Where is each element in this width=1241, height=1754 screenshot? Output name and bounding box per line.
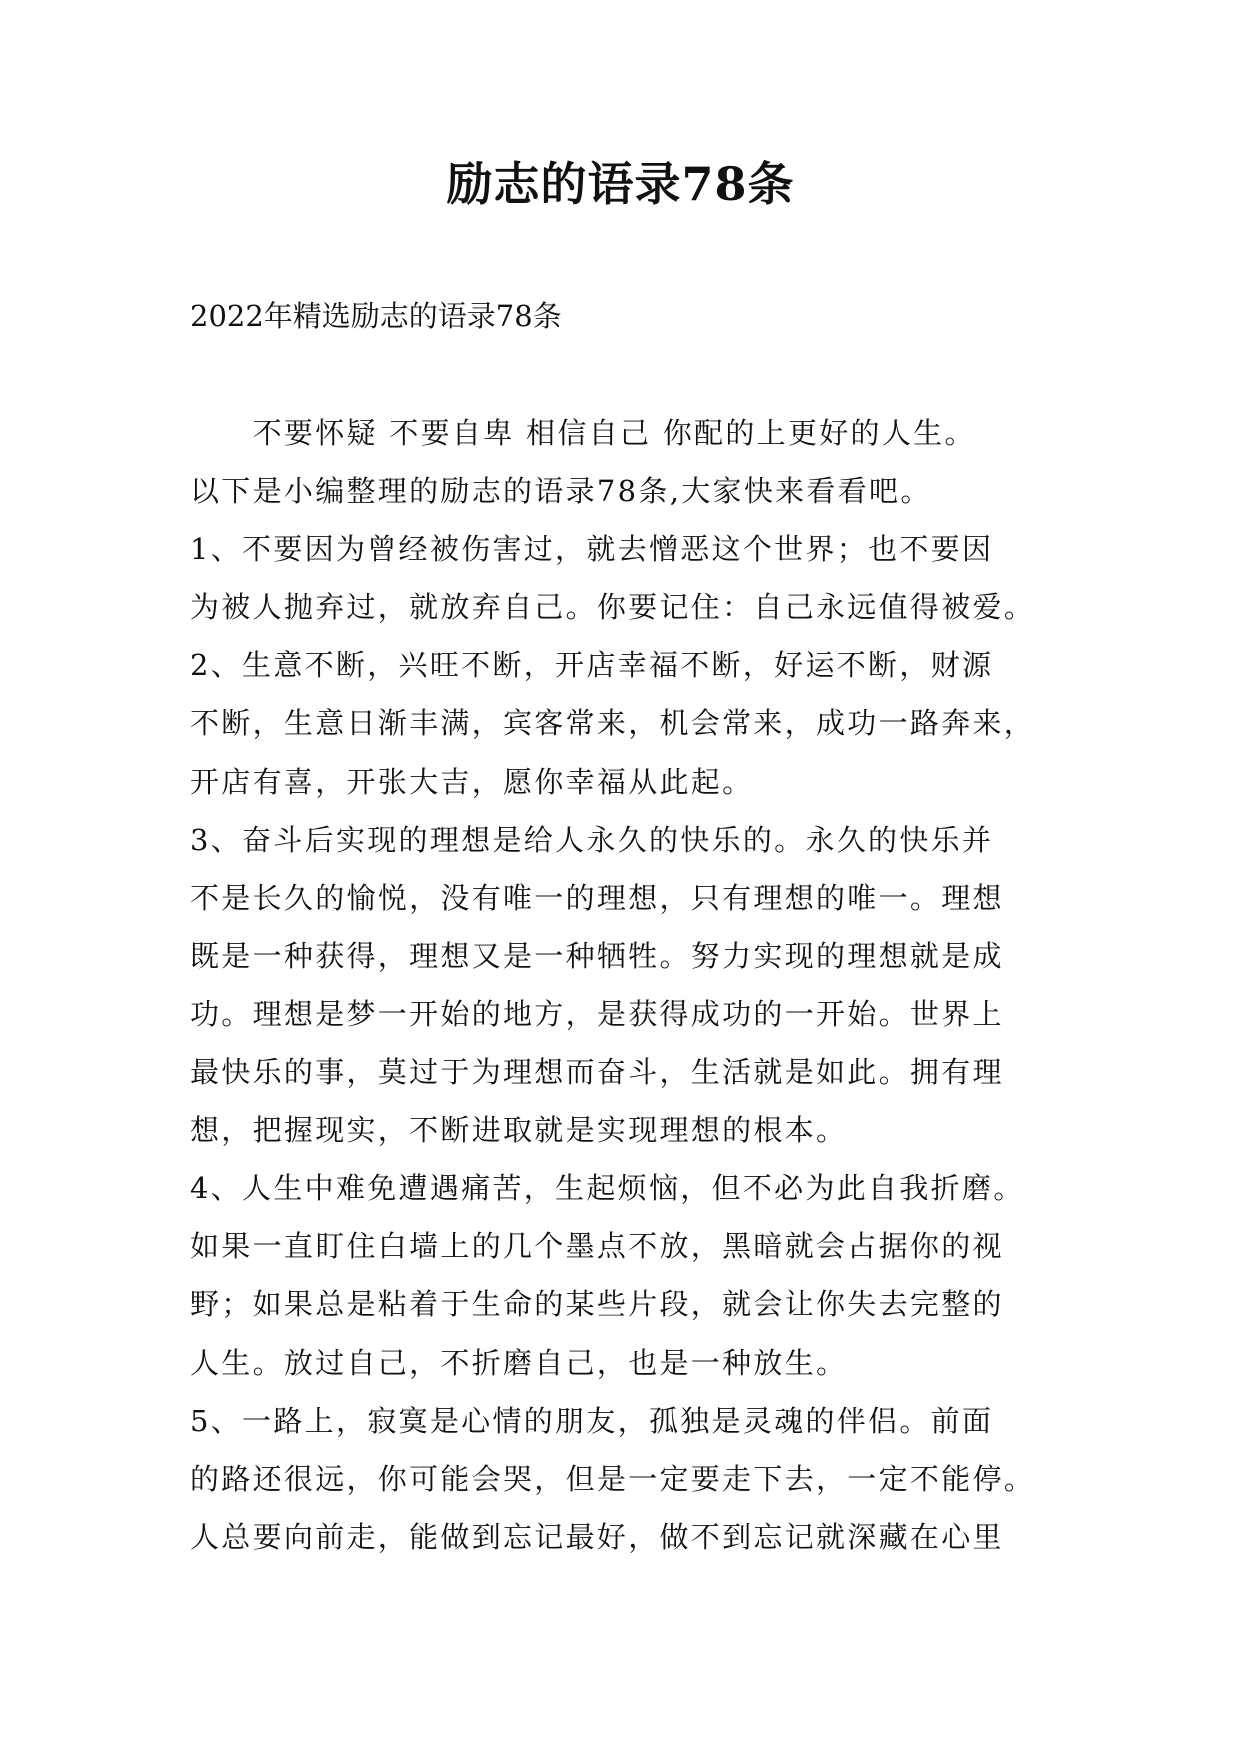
body-line: 人生。放过自己，不折磨自己，也是一种放生。: [190, 1345, 848, 1380]
body-line: 想，把握现实，不断进取就是实现理想的根本。: [190, 1113, 848, 1148]
body-line: 5、一路上，寂寞是心情的朋友，孤独是灵魂的伴侣。前面: [190, 1403, 994, 1438]
document-title: 励志的语录78条: [446, 157, 795, 211]
document-body: [190, 404, 1070, 1566]
body-line: 2、生意不断，兴旺不断，开店幸福不断，好运不断，财源: [190, 648, 994, 683]
document-subtitle: 2022年精选励志的语录78条: [190, 299, 562, 333]
body-line: 开店有喜，开张大吉，愿你幸福从此起。: [190, 764, 754, 799]
body-line: 1、不要因为曾经被伤害过，就去憎恶这个世界；也不要因: [190, 532, 994, 567]
body-line: 如果一直盯住白墙上的几个墨点不放，黑暗就会占据你的视: [190, 1229, 1004, 1264]
body-line: 不是长久的愉悦，没有唯一的理想，只有理想的唯一。理想: [190, 880, 1004, 915]
body-line: 野；如果总是粘着于生命的某些片段，就会让你失去完整的: [190, 1287, 1004, 1322]
body-line: 不断，生意日渐丰满，宾客常来，机会常来，成功一路奔来，: [190, 706, 1036, 741]
body-line: 的路还很远，你可能会哭，但是一定要走下去，一定不能停。: [190, 1461, 1036, 1496]
body-line: 人总要向前走，能做到忘记最好，做不到忘记就深藏在心里: [190, 1519, 1004, 1554]
body-line: 3、奋斗后实现的理想是给人永久的快乐的。永久的快乐并: [190, 822, 994, 857]
body-line: 既是一种获得，理想又是一种牺牲。努力实现的理想就是成: [190, 938, 1004, 973]
body-line: 不要怀疑 不要自卑 相信自己 你配的上更好的人生。: [190, 416, 976, 450]
body-line: 最快乐的事，莫过于为理想而奋斗，生活就是如此。拥有理: [190, 1055, 1004, 1090]
body-line: 功。理想是梦一开始的地方，是获得成功的一开始。世界上: [190, 996, 1004, 1031]
body-line: 4、人生中难免遭遇痛苦，生起烦恼，但不必为此自我折磨。: [190, 1171, 1025, 1206]
body-line: 为被人抛弃过，就放弃自己。你要记住：自己永远值得被爱。: [190, 590, 1036, 625]
body-line: 以下是小编整理的励志的语录78条,大家快来看看吧。: [190, 474, 932, 509]
